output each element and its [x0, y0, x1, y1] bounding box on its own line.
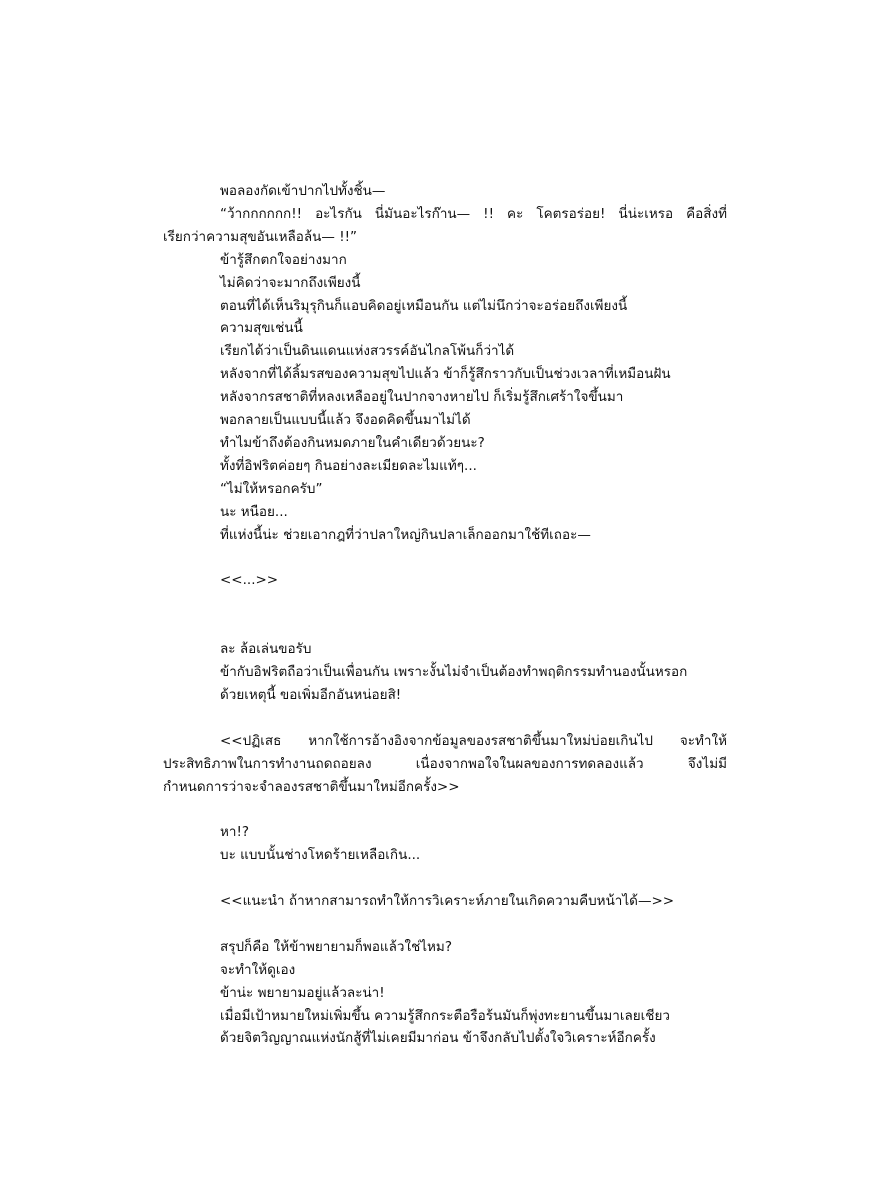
text-line: <<ปฏิเสธ หากใช้การอ้างอิงจากข้อมูลของรสชาติขึ้นมาใหม่บ่อยเกินไป จะทำให้ — [220, 732, 727, 749]
text-line: หา!? — [220, 824, 250, 841]
text-line: “ว้ากกกกกก!! อะไรกัน นี่มันอะไรก๊าน— !! คะ โคตรอร่อย! นี่น่ะเหรอ คือสิ่งที่ — [220, 205, 727, 222]
blank-line — [163, 615, 727, 638]
body-text — [163, 180, 727, 1050]
text-line: <<แนะนำ ถ้าหากสามารถทำให้การวิเคราะห์ภายในเกิดความคืบหน้าได้—>> — [220, 893, 675, 909]
text-line: ข้ารู้สึกตกใจอย่างมาก — [220, 251, 347, 268]
text-line: “ไม่ให้หรอกครับ” — [220, 480, 323, 497]
text-line: จะทำให้ดูเอง — [220, 961, 296, 978]
blank-line — [163, 547, 727, 570]
text-line: ข้าน่ะ พยายามอยู่แล้วละน่า! — [220, 984, 385, 1001]
blank-line — [163, 592, 727, 615]
text-line: ความสุขเช่นนี้ — [220, 320, 303, 337]
text-line: ด้วยเหตุนี้ ขอเพิ่มอีกอันหน่อยสิ! — [220, 686, 402, 703]
text-line: ทั้งที่อิฟริตค่อยๆ กินอย่างละเมียดละไมแท้ๆ... — [220, 457, 477, 474]
text-line: ประสิทธิภาพในการทำงานถดถอยลง เนื่องจากพอใจในผลของการทดลองแล้ว จึงไม่มี — [163, 755, 727, 772]
text-line: กำหนดการว่าจะจำลองรสชาติขึ้นมาใหม่อีกครั้ง>> — [163, 778, 460, 795]
text-line: ไม่คิดว่าจะมากถึงเพียงนี้ — [220, 274, 361, 291]
text-line: นะ หนือย... — [220, 503, 288, 520]
text-line: พอลองกัดเข้าปากไปทั้งชิ้น— — [220, 183, 386, 199]
blank-line — [163, 867, 727, 890]
text-line: หลังจากที่ได้ลิ้มรสของความสุขไปแล้ว ข้าก็รู้สึกราวกับเป็นช่วงเวลาที่เหมือนฝัน — [220, 366, 671, 383]
text-line: ตอนที่ได้เห็นริมุรุกินก็แอบคิดอยู่เหมือนกัน แต่ไม่นึกว่าจะอร่อยถึงเพียงนี้ — [220, 297, 628, 314]
text-line: ที่แห่งนี้น่ะ ช่วยเอากฎที่ว่าปลาใหญ่กินปลาเล็กออกมาใช้ทีเถอะ— — [220, 526, 591, 543]
text-line: ข้ากับอิฟริตถือว่าเป็นเพื่อนกัน เพราะงั้นไม่จำเป็นต้องทำพฤติกรรมทำนองนั้นหรอก — [220, 663, 688, 680]
text-line: เรียกได้ว่าเป็นดินแดนแห่งสวรรค์อันไกลโพ้นก็ว่าได้ — [220, 343, 515, 360]
text-line: ทำไมข้าถึงต้องกินหมดภายในคำเดียวด้วยนะ? — [220, 434, 485, 451]
text-line: พอกลายเป็นแบบนี้แล้ว จึงอดคิดขึ้นมาไม่ได้ — [220, 412, 471, 429]
text-line: ละ ล้อเล่นขอรับ — [220, 641, 312, 658]
text-line: บะ แบบนั้นช่างโหดร้ายเหลือเกิน... — [220, 847, 421, 864]
blank-line — [163, 707, 727, 730]
text-line: เมื่อมีเป้าหมายใหม่เพิ่มขึ้น ความรู้สึกกระตือรือร้นมันก็พุ่งทะยานขึ้นมาเลยเชียว — [220, 1007, 670, 1024]
blank-line — [163, 798, 727, 821]
text-line: เรียกว่าความสุขอันเหลือล้น— !!” — [163, 228, 358, 245]
text-line: ด้วยจิตวิญญาณแห่งนักสู้ที่ไม่เคยมีมาก่อน ข้าจึงกลับไปตั้งใจวิเคราะห์อีกครั้ง — [220, 1030, 656, 1047]
text-line: สรุปก็คือ ให้ข้าพยายามก็พอแล้วใช่ไหม? — [220, 938, 452, 955]
text-line: หลังจากรสชาติที่หลงเหลืออยู่ในปากจางหายไป ก็เริ่มรู้สึกเศร้าใจขึ้นมา — [220, 389, 624, 406]
blank-line — [163, 913, 727, 936]
text-line: <<...>> — [220, 572, 279, 589]
